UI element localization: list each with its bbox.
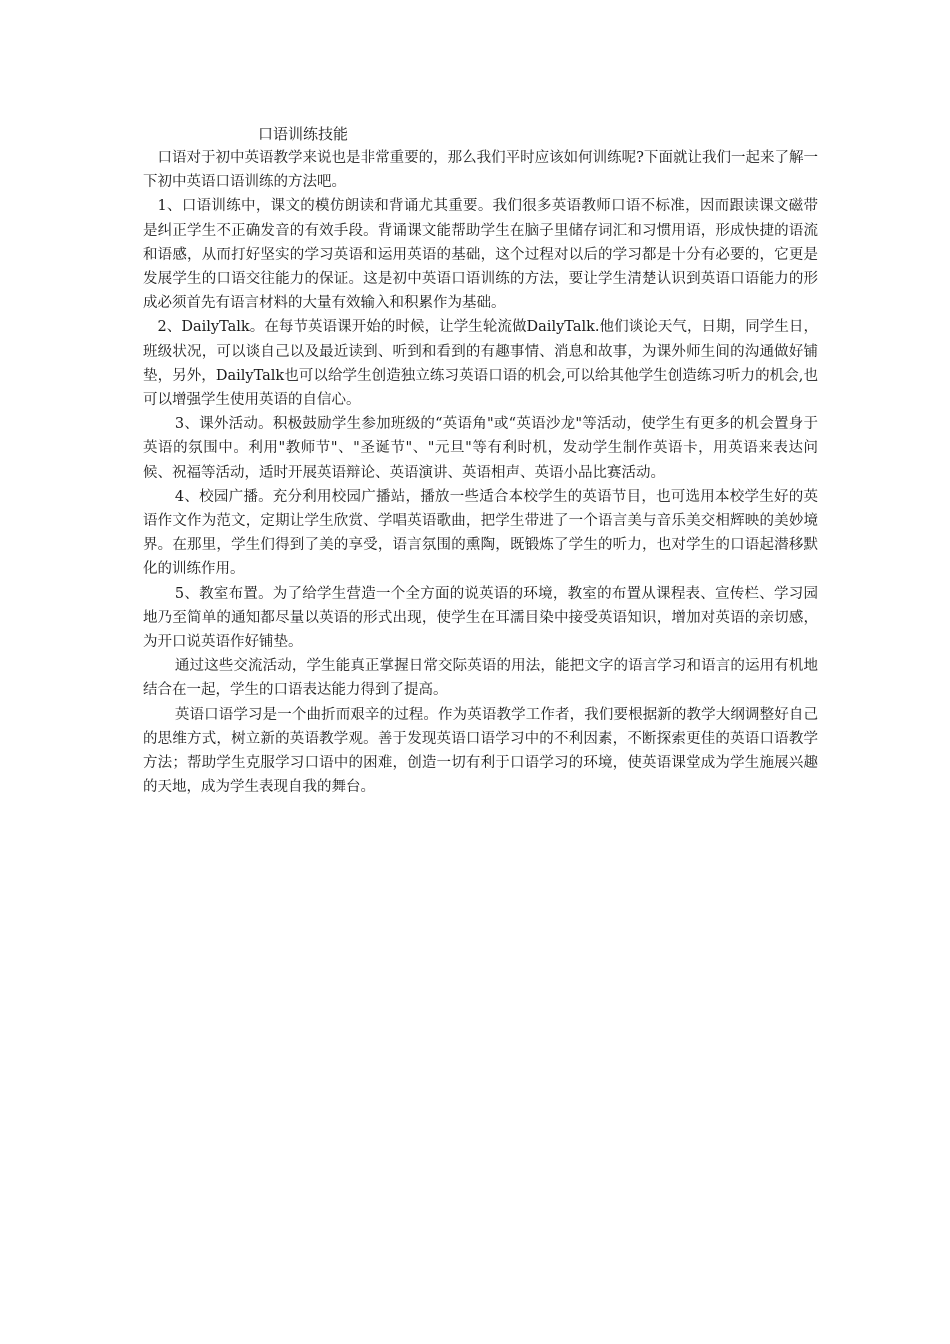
- paragraph-intro: 口语对于初中英语教学来说也是非常重要的，那么我们平时应该如何训练呢?下面就让我们一起来了解一下初中英语口语训练的方法吧。: [143, 150, 818, 191]
- paragraph-conclusion: 英语口语学习是一个曲折而艰辛的过程。作为英语教学工作者，我们要根据新的教学大纲调整好自己的思维方式，树立新的英语教学观。善于发现英语口语学习中的不利因素，不断探索更佳的英语口语教学方法；帮助学生克服学习口语中的困难，创造一切有利于口语学习的环境，使英语课堂成为学生施展兴趣的天地，成为学生表现自我的舞台。: [143, 706, 818, 796]
- document-body: [143, 122, 818, 799]
- paragraph-point-3: 3、课外活动。积极鼓励学生参加班级的“英语角"或“英语沙龙"等活动，使学生有更多的机会置身于英语的氛围中。利用"教师节"、"圣诞节"、"元旦"等有利时机，发动学生制作英语卡，用英语来表达问候、祝福等活动，适时开展英语辩论、英语演讲、英语相声、英语小品比赛活动。: [143, 416, 818, 481]
- paragraph-point-1: 1、口语训练中，课文的模仿朗读和背诵尤其重要。我们很多英语教师口语不标准，因而跟读课文磁带是纠正学生不正确发音的有效手段。背诵课文能帮助学生在脑子里储存词汇和习惯用语，形成快捷的语流和语感，从而打好坚实的学习英语和运用英语的基础，这个过程对以后的学习都是十分有必要的，它更是发展学生的口语交往能力的保证。这是初中英语口语训练的方法，要让学生清楚认识到英语口语能力的形成必须首先有语言材料的大量有效输入和积累作为基础。: [143, 198, 818, 312]
- document-title: 口语训练技能: [258, 125, 349, 143]
- paragraph-point-2: 2、DailyTalk。在每节英语课开始的时候，让学生轮流做DailyTalk.他们谈论天气，日期，同学生日，班级状况，可以谈自己以及最近读到、听到和看到的有趣事情、消息和故事，为课外师生间的沟通做好铺垫，另外，DailyTalk也可以给学生创造独立练习英语口语的机会,可以给其他学生创造练习听力的机会,也可以增强学生使用英语的自信心。: [143, 319, 818, 409]
- paragraph-point-5: 5、教室布置。为了给学生营造一个全方面的说英语的环境，教室的布置从课程表、宣传栏、学习园地乃至简单的通知都尽量以英语的形式出现，使学生在耳濡目染中接受英语知识，增加对英语的亲切感，为开口说英语作好铺垫。: [143, 585, 818, 651]
- paragraph-point-4: 4、校园广播。充分利用校园广播站，播放一些适合本校学生的英语节目，也可选用本校学生好的英语作文作为范文，定期让学生欣赏、学唱英语歌曲，把学生带进了一个语言美与音乐美交相辉映的美妙境界。在那里，学生们得到了美的享受，语言氛围的熏陶，既锻炼了学生的听力，也对学生的口语起潜移默化的训练作用。: [143, 488, 818, 578]
- paragraph-summary: 通过这些交流活动，学生能真正掌握日常交际英语的用法，能把文字的语言学习和语言的运用有机地结合在一起，学生的口语表达能力得到了提高。: [143, 658, 818, 699]
